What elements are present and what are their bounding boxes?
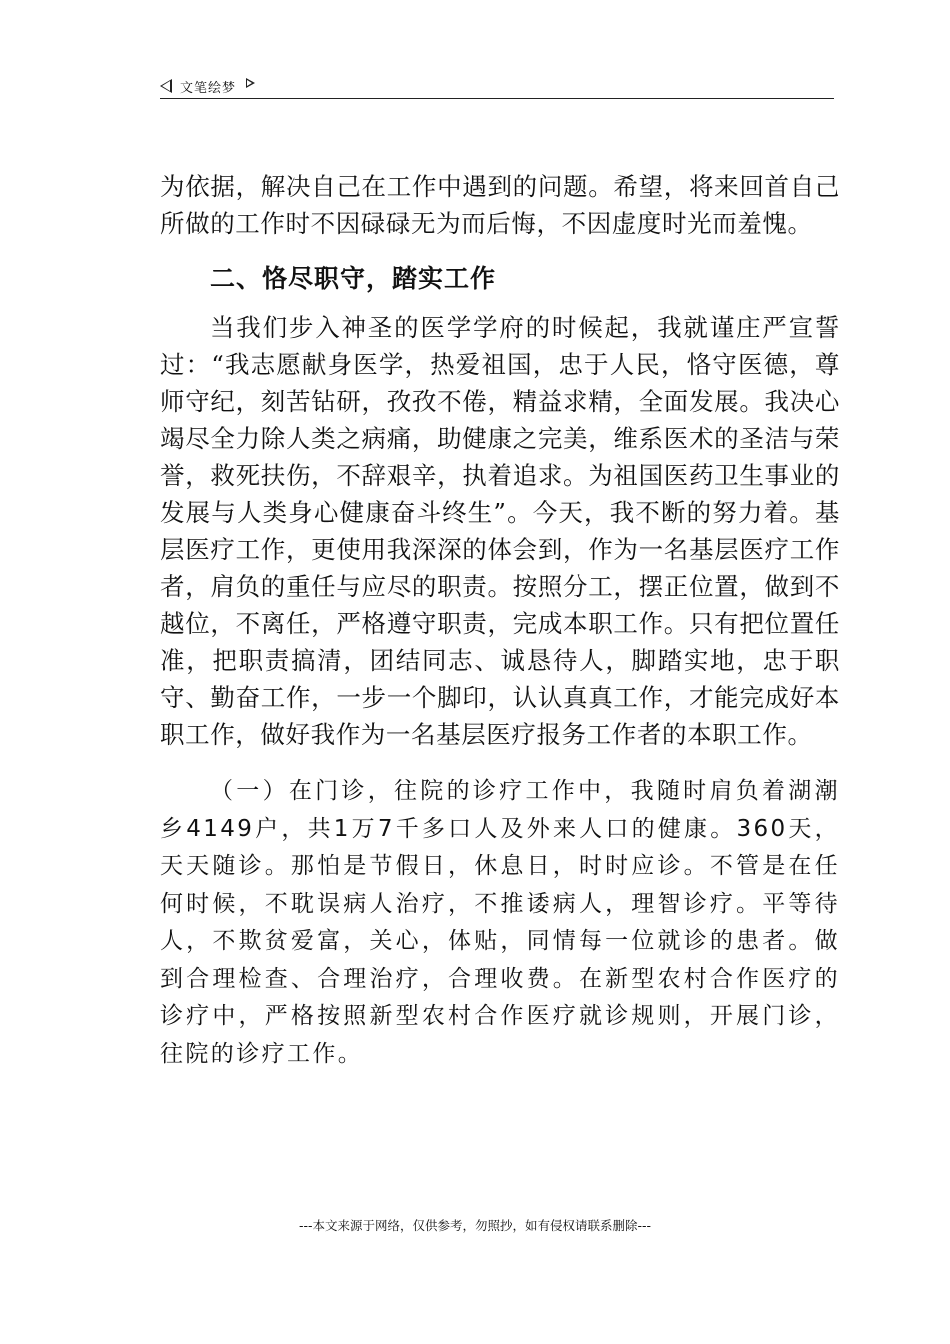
page-footer: ---本文来源于网络，仅供参考，勿照抄，如有侵权请联系删除--- <box>298 1218 652 1233</box>
triangle-left-icon <box>160 79 172 93</box>
paragraph-oath: 当我们步入神圣的医学学府的时候起，我就谨庄严宣誓过：“我志愿献身医学，热爱祖国，忠于人民，恪守医德，尊师守纪，刻苦钻研，孜孜不倦，精益求精，全面发展。我决心竭尽全力除人类之病痛，助健康之完美，维系医术的圣洁与荣誉，救死扶伤，不辞艰辛，执着追求。为祖国医药卫生事业的发展与人类身心健康奋斗终生”。今天，我不断的努力着。基层医疗工作，更使用我深深的体会到，作为一名基层医疗工作者，肩负的重任与应尽的职责。按照分工，摆正位置，做到不越位，不离任，严格遵守职责，完成本职工作。只有把位置任准，把职责搞清，团结同志、诚恳待人，脚踏实地，忠于职守、勤奋工作，一步一个脚印，认认真真工作，才能完成好本职工作，做好我作为一名基层医疗报务工作者的本职工作。 <box>160 313 840 749</box>
page-header <box>160 74 834 98</box>
section-heading: 二、恪尽职守，踏实工作 <box>210 264 497 293</box>
header-divider <box>160 98 834 99</box>
triangle-right-icon <box>246 78 255 88</box>
paragraph-outpatient: （一）在门诊，往院的诊疗工作中，我随时肩负着湖潮乡4149户，共1万7千多口人及外来人口的健康。360天，天天随诊。那怕是节假日，休息日，时时应诊。不管是在任何时候，不耽误病人治疗，不推诿病人，理智诊疗。平等待人，不欺贫爱富，关心，体贴，同情每一位就诊的患者。做到合理检查、合理治疗，合理收费。在新型农村合作医疗的诊疗中，严格按照新型农村合作医疗就诊规则，开展门诊，往院的诊疗工作。 <box>160 778 840 1067</box>
header-title: 文笔绘梦 <box>180 80 237 96</box>
paragraph-continuation: 为依据，解决自己在工作中遇到的问题。希望，将来回首自己所做的工作时不因碌碌无为而后悔，不因虚度时光而羞愧。 <box>160 172 840 238</box>
document-body <box>160 168 840 1096</box>
